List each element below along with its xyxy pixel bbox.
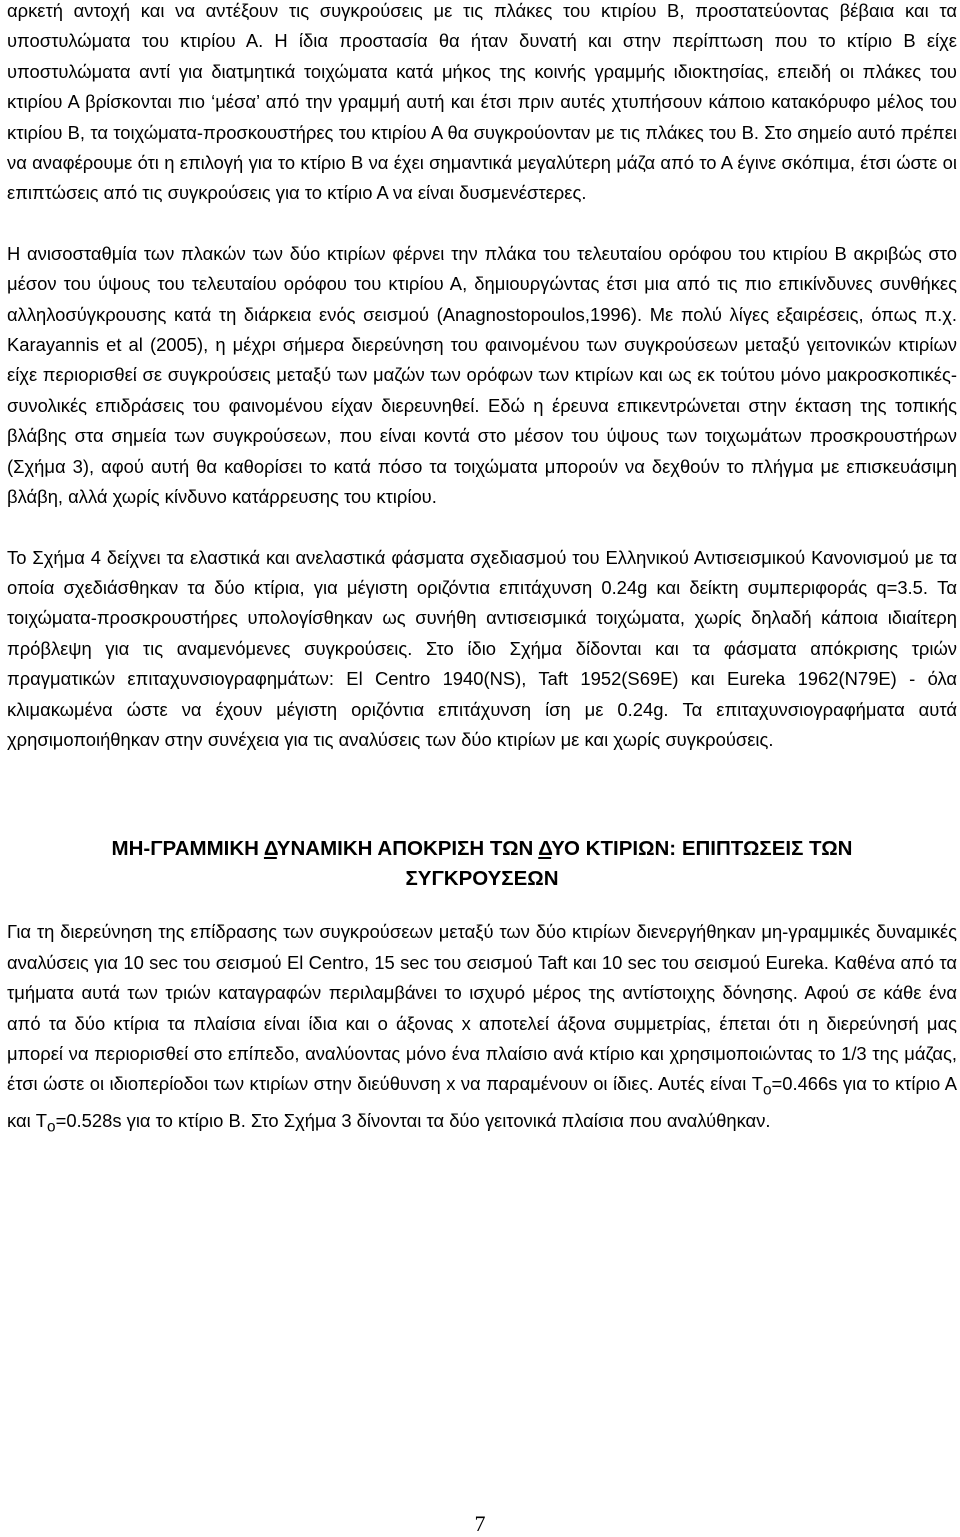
- paragraph-text: =0.466s για το κτίριο Α και T: [7, 1073, 957, 1132]
- paragraph-slab-misalignment: Η ανισοσταθμία των πλακών των δύο κτιρίων φέρνει την πλάκα του τελευταίου ορόφου του κτιρίου Β ακριβώς στο μέσον του ύψους του τελευταίου ορόφου του κτιρίου Α, δημιουργώντας έτσι μια από τις πιο επικίνδυνες συνθήκες αλληλοσύγκρουσης κατά τη διάρκεια ενός σεισμού (Anagnostopoulos,1996). Με πολύ λίγες εξαιρέσεις, όπως π.χ. Karayannis et al (2005), η μέχρι σήμερα διερεύνηση του φαινομένου των συγκρούσεων μεταξύ γειτονικών κτιρίων είχε περιορισθεί σε συγκρούσεις μεταξύ των μαζών των ορόφων των κτιρίων και ως εκ τούτου μόνο μακροσκοπικές-συνολικές επιδράσεις του φαινομένου είχαν διερευνηθεί. Εδώ η έρευνα επικεντρώνεται στην έκταση της τοπικής βλάβης στα σημεία των συγκρούσεων, που είναι κοντά στο μέσον του ύψους των τοιχωμάτων προσκρουστήρων (Σχήμα 3), αφού αυτή θα καθορίσει το κατά πόσο τα τοιχώματα μπορούν να δεχθούν το πλήγμα με επισκευάσιμη βλάβη, αλλά χωρίς κίνδυνο κατάρρευσης του κτιρίου.: [7, 242, 957, 508]
- heading-text: ΥΟ ΚΤΙΡΙΩΝ: ΕΠΙΠΤΩΣΕΙΣ ΤΩΝ: [551, 837, 853, 861]
- section-heading: [7, 834, 957, 894]
- heading-underlined-letter: Δ: [538, 837, 552, 861]
- paragraph-nonlinear-analysis: [7, 917, 957, 1143]
- paragraph-design-spectra: Το Σχήμα 4 δείχνει τα ελαστικά και ανελαστικά φάσματα σχεδιασμού του Ελληνικού Αντισεισμικού Κανονισμού με τα οποία σχεδιάσθηκαν τα δύο κτίρια, για μέγιστη οριζόντια επιτάχυνση 0.24g και δείκτη συμπεριφοράς q=3.5. Τα τοιχώματα-προσκρουστήρες υπολογίσθηκαν ως συνήθη αντισεισμικά τοιχώματα, χωρίς δηλαδή κάποια ιδιαίτερη πρόβλεψη για τις αναμενόμενες συγκρούσεις. Στο ίδιο Σχήμα δίδονται και τα φάσματα απόκρισης τριών πραγματικών επιταχυνσιογραφημάτων: El Centro 1940(NS), Taft 1952(S69E) και Eureka 1962(N79E) - όλα κλιμακωμένα ώστε να έχουν μέγιστη οριζόντια επιτάχυνση ίση με 0.24g. Τα επιταχυνσιογραφήματα αυτά χρησιμοποιήθηκαν στην συνέχεια για τις αναλύσεις των δύο κτιρίων με και χωρίς συγκρούσεις.: [7, 546, 957, 750]
- subscript: o: [762, 1082, 772, 1100]
- paragraph-text: Για τη διερεύνηση της επίδρασης των συγκρούσεων μεταξύ των δύο κτιρίων διενεργήθηκαν μη-γραμμικές δυναμικές αναλύσεις για 10 sec του σεισμού El Centro, 15 sec του σεισμού Taft και 10 sec του σεισμού Eureka. Καθένα από τα τμήματα αυτά των τριών καταγραφών περιλαμβάνει το ισχυρό μέρος της αντίστοιχης δόνησης. Αφού σε κάθε ένα από τα δύο κτίρια τα πλαίσια είναι ίδια και ο άξονας x αποτελεί άξονα συμμετρίας, έπεται ότι η διερεύνησή μας μπορεί να περιορισθεί στο επίπεδο, αναλύοντας μόνο ένα πλαίσιο ανά κτίριο και χρησιμοποιώντας το 1/3 της μάζας, έτσι ώστε οι ιδιοπερίοδοι των κτιρίων στην διεύθυνση x να παραμένουν οι ίδιες. Αυτές είναι T: [7, 921, 957, 1095]
- paragraph-impact-protection: αρκετή αντοχή και να αντέξουν τις συγκρούσεις με τις πλάκες του κτιρίου Β, προστατεύοντας βέβαια και τα υποστυλώματα του κτιρίου Α. Η ίδια προστασία θα ήταν δυνατή και στην περίπτωση που το κτίριο Β είχε υποστυλώματα αντί για διατμητικά τοιχώματα κατά μήκος της κοινής γραμμής ιδιοκτησίας, επειδή οι πλάκες του κτιρίου Α βρίσκονται πιο ‘μέσα’ από την γραμμή αυτή και έτσι πριν αυτές χτυπήσουν κάποιο κατακόρυφο μέλος του κτιρίου Β, τα τοιχώματα-προσκουστήρες του κτιρίου Α θα συγκρούονταν με τις πλάκες του Β. Στο σημείο αυτό πρέπει να αναφέρουμε ότι η επιλογή για το κτίριο Β να έχει σημαντικά μεγαλύτερη μάζα από το Α έγινε σκόπιμα, έτσι ώστε οι επιπτώσεις από τις συγκρούσεις για το κτίριο Α να είναι δυσμενέστερες.: [7, 0, 957, 204]
- subscript: o: [47, 1119, 56, 1137]
- document-page: [7, 0, 957, 1144]
- heading-underlined-letter: Δ: [263, 837, 277, 861]
- heading-text: ΥΝΑΜΙΚΗ ΑΠΟΚΡΙΣΗ ΤΩΝ: [276, 837, 539, 861]
- page-number: 7: [474, 1511, 486, 1536]
- paragraph-text: =0.528s για το κτίριο Β. Στο Σχήμα 3 δίνονται τα δύο γειτονικά πλαίσια που αναλύθηκαν.: [55, 1110, 771, 1132]
- heading-text: ΜΗ-ΓΡΑΜΜΙΚΗ: [111, 837, 264, 861]
- heading-line-2: ΣΥΓΚΡΟΥΣΕΩΝ: [405, 867, 559, 891]
